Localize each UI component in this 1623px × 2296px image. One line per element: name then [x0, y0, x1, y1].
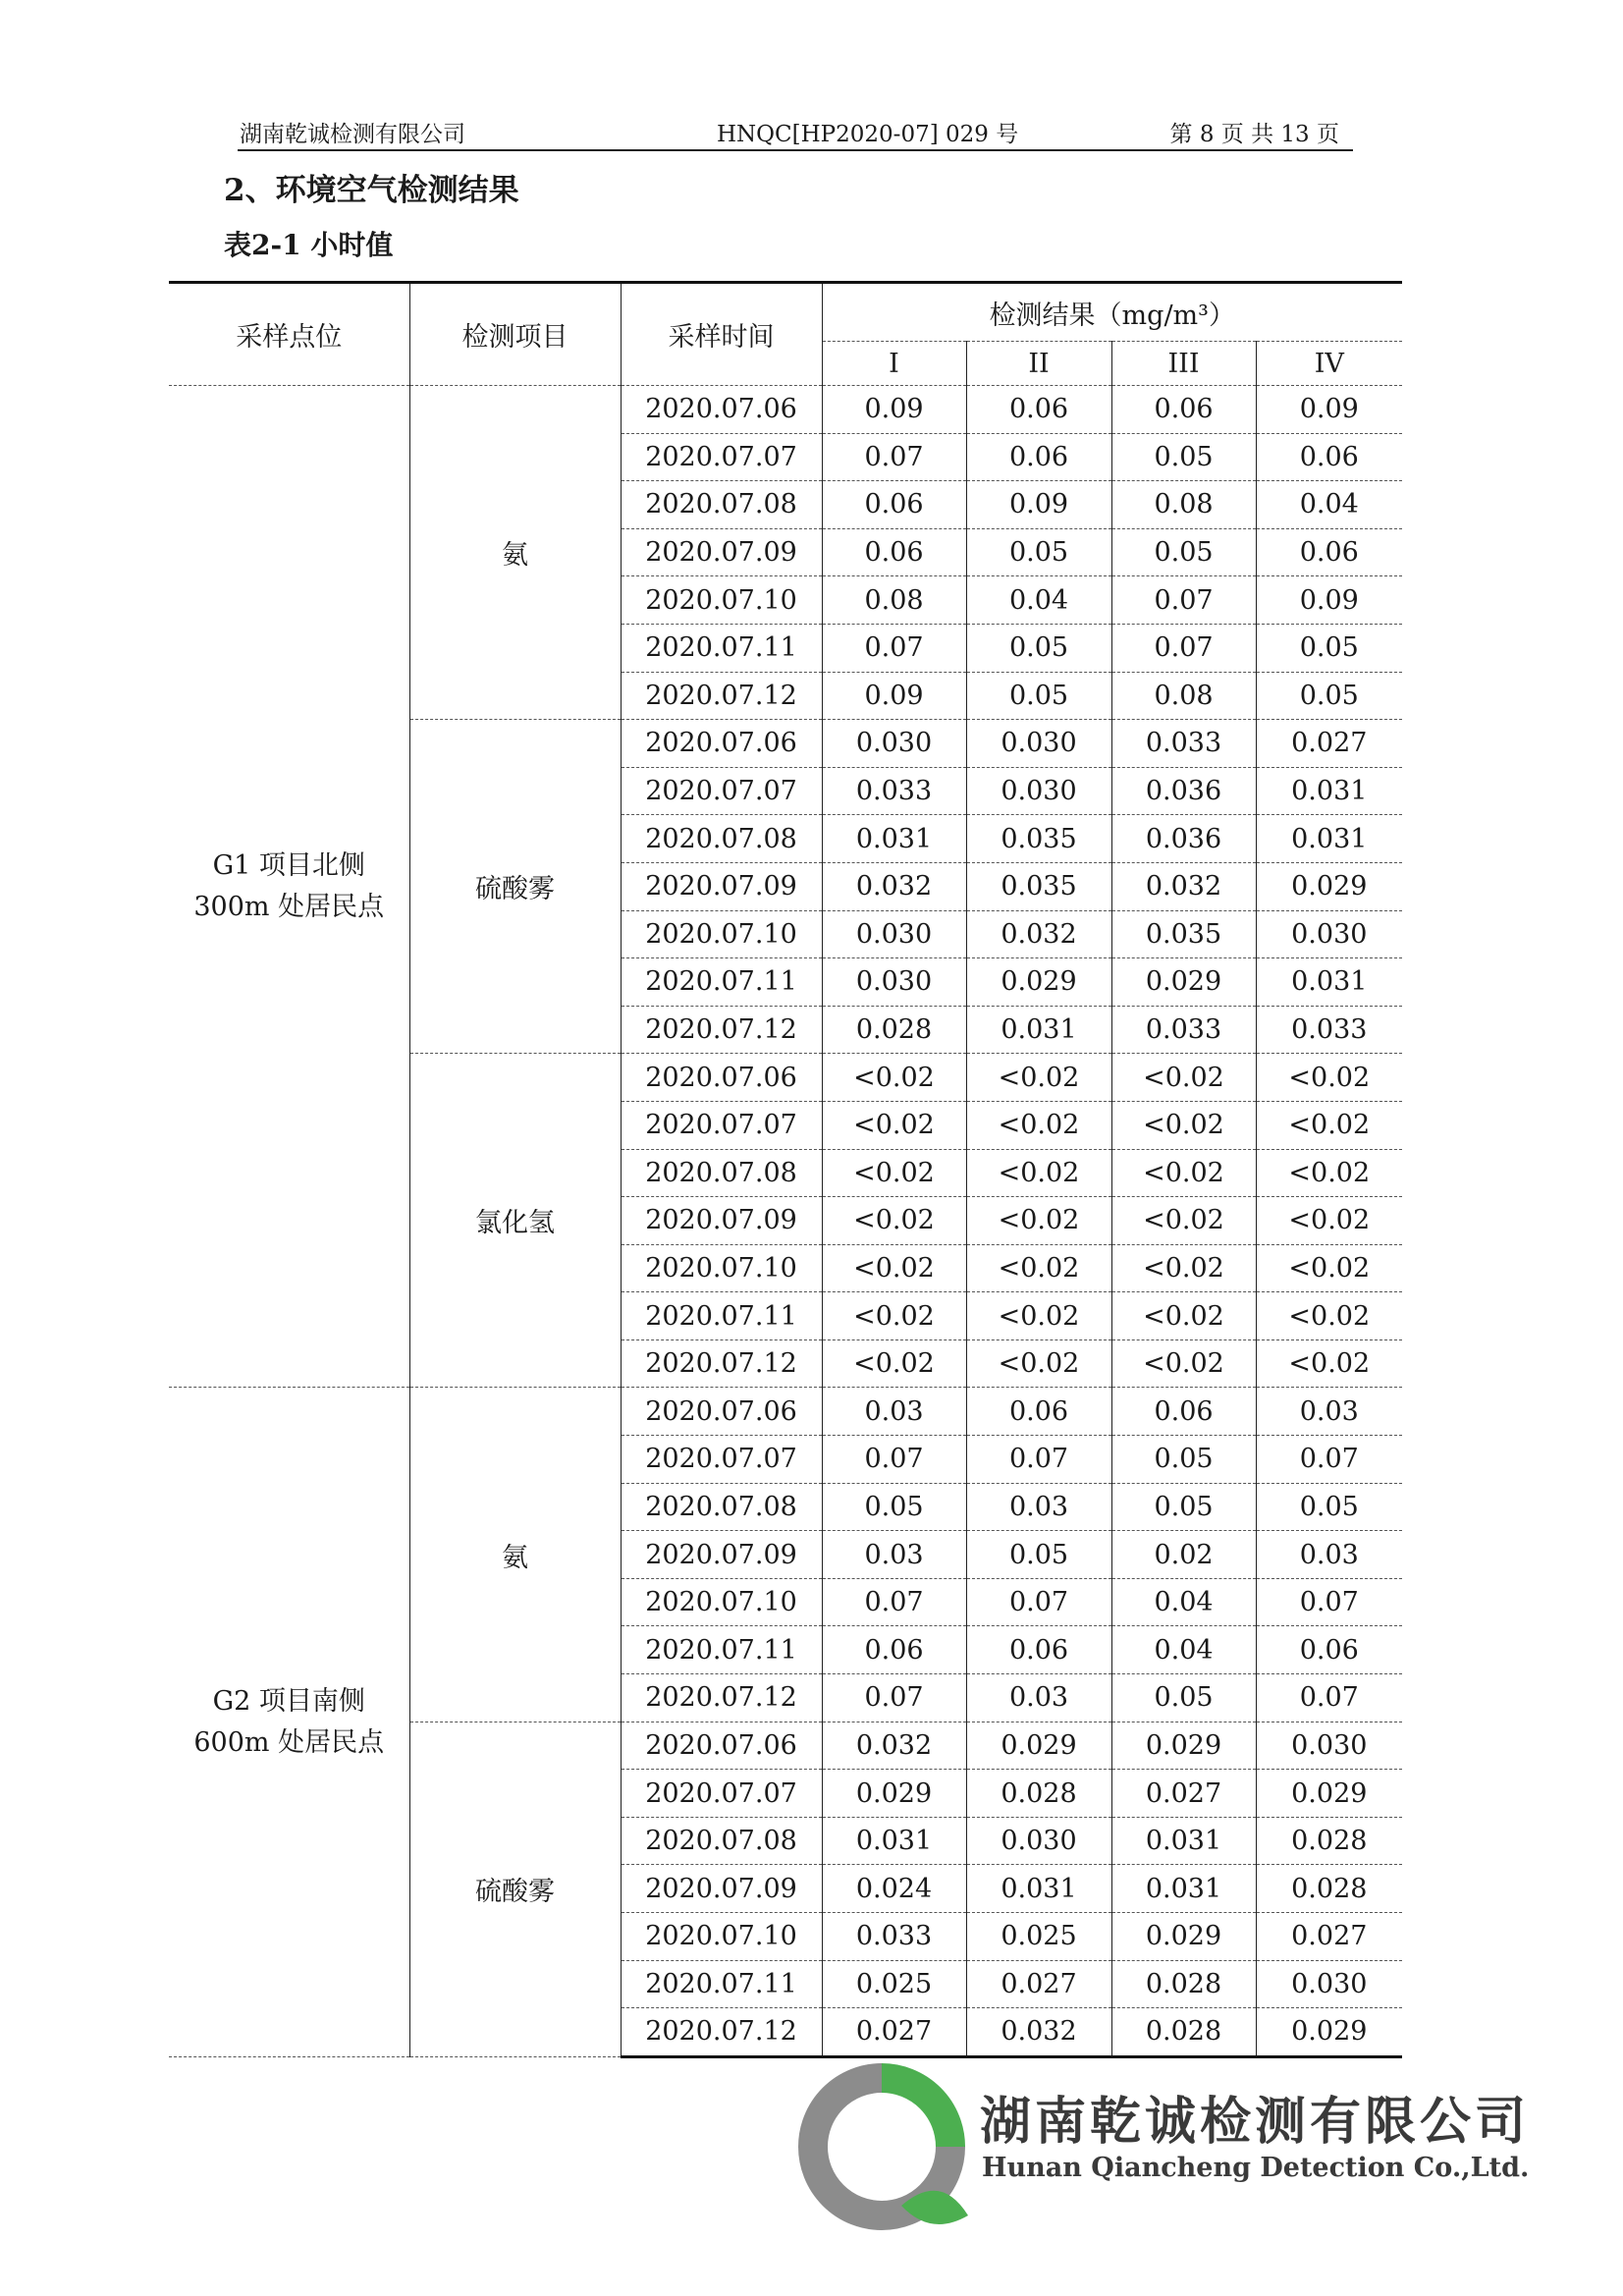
- value-cell: 0.024: [822, 1865, 966, 1913]
- value-cell: 0.05: [1256, 672, 1402, 720]
- site-cell: [169, 1388, 409, 2056]
- value-cell: <0.02: [1111, 1197, 1256, 1245]
- value-cell: <0.02: [966, 1054, 1111, 1102]
- value-cell: 0.032: [822, 1722, 966, 1770]
- value-cell: 0.032: [966, 910, 1111, 958]
- table-row: [169, 386, 1402, 434]
- date-cell: 2020.07.10: [621, 910, 822, 958]
- value-cell: <0.02: [966, 1101, 1111, 1149]
- value-cell: 0.05: [966, 528, 1111, 576]
- value-cell: 0.029: [1256, 1770, 1402, 1818]
- value-cell: 0.035: [966, 815, 1111, 863]
- date-cell: 2020.07.12: [621, 1006, 822, 1054]
- header-company: 湖南乾诚检测有限公司: [240, 122, 465, 147]
- value-cell: 0.029: [966, 958, 1111, 1007]
- value-cell: 0.09: [822, 386, 966, 434]
- table-body: [169, 386, 1402, 2057]
- value-cell: 0.031: [966, 1006, 1111, 1054]
- value-cell: 0.03: [1256, 1388, 1402, 1436]
- value-cell: <0.02: [822, 1101, 966, 1149]
- date-cell: 2020.07.12: [621, 1674, 822, 1722]
- value-cell: 0.033: [822, 1913, 966, 1961]
- value-cell: 0.033: [1111, 720, 1256, 768]
- value-cell: 0.031: [1256, 958, 1402, 1007]
- value-cell: 0.031: [1256, 815, 1402, 863]
- section-title: 2、环境空气检测结果: [224, 173, 519, 208]
- value-cell: <0.02: [822, 1197, 966, 1245]
- date-cell: 2020.07.11: [621, 1626, 822, 1674]
- value-cell: 0.06: [822, 528, 966, 576]
- value-cell: 0.05: [966, 1531, 1111, 1579]
- header-sub-col: III: [1111, 342, 1256, 386]
- date-cell: 2020.07.08: [621, 481, 822, 529]
- value-cell: 0.06: [1111, 1388, 1256, 1436]
- value-cell: 0.030: [1256, 1960, 1402, 2008]
- header-site: 采样点位: [169, 283, 409, 386]
- date-cell: 2020.07.09: [621, 1197, 822, 1245]
- value-cell: 0.03: [966, 1483, 1111, 1531]
- site-cell: [169, 386, 409, 1388]
- value-cell: 0.025: [822, 1960, 966, 2008]
- value-cell: <0.02: [966, 1244, 1111, 1292]
- header-report-number: HNQC[HP2020-07] 029 号: [717, 122, 1019, 147]
- value-cell: <0.02: [1256, 1339, 1402, 1388]
- date-cell: 2020.07.09: [621, 1531, 822, 1579]
- value-cell: 0.04: [966, 576, 1111, 625]
- date-cell: 2020.07.10: [621, 1913, 822, 1961]
- value-cell: 0.08: [822, 576, 966, 625]
- date-cell: 2020.07.11: [621, 1292, 822, 1340]
- value-cell: 0.035: [966, 862, 1111, 910]
- value-cell: 0.027: [822, 2008, 966, 2057]
- table-row: [169, 1388, 1402, 1436]
- value-cell: 0.07: [1256, 1436, 1402, 1484]
- header-page-number: 第 8 页 共 13 页: [1169, 122, 1339, 147]
- value-cell: <0.02: [822, 1054, 966, 1102]
- value-cell: 0.05: [1256, 1483, 1402, 1531]
- value-cell: <0.02: [1256, 1197, 1402, 1245]
- value-cell: 0.029: [1256, 862, 1402, 910]
- site-line2: 600m 处居民点: [193, 1726, 385, 1758]
- date-cell: 2020.07.08: [621, 1149, 822, 1197]
- date-cell: 2020.07.06: [621, 1388, 822, 1436]
- value-cell: 0.06: [1256, 1626, 1402, 1674]
- value-cell: 0.030: [1256, 1722, 1402, 1770]
- value-cell: 0.09: [1256, 576, 1402, 625]
- value-cell: 0.05: [1256, 624, 1402, 672]
- value-cell: 0.033: [1111, 1006, 1256, 1054]
- value-cell: 0.036: [1111, 815, 1256, 863]
- value-cell: 0.029: [1111, 1722, 1256, 1770]
- value-cell: 0.09: [1256, 386, 1402, 434]
- value-cell: 0.06: [1111, 386, 1256, 434]
- value-cell: 0.06: [966, 433, 1111, 481]
- value-cell: <0.02: [822, 1292, 966, 1340]
- date-cell: 2020.07.08: [621, 1817, 822, 1865]
- value-cell: 0.028: [1256, 1865, 1402, 1913]
- value-cell: 0.07: [822, 433, 966, 481]
- value-cell: <0.02: [1111, 1149, 1256, 1197]
- value-cell: 0.028: [1256, 1817, 1402, 1865]
- date-cell: 2020.07.06: [621, 386, 822, 434]
- value-cell: 0.09: [966, 481, 1111, 529]
- value-cell: 0.028: [966, 1770, 1111, 1818]
- date-cell: 2020.07.06: [621, 1722, 822, 1770]
- value-cell: 0.031: [1111, 1865, 1256, 1913]
- value-cell: 0.031: [822, 1817, 966, 1865]
- value-cell: 0.029: [1111, 1913, 1256, 1961]
- table-title: 表2-1 小时值: [224, 229, 394, 261]
- site-line1: G2 项目南侧: [212, 1685, 365, 1717]
- date-cell: 2020.07.09: [621, 1865, 822, 1913]
- date-cell: 2020.07.08: [621, 815, 822, 863]
- value-cell: 0.05: [1111, 1483, 1256, 1531]
- value-cell: 0.033: [1256, 1006, 1402, 1054]
- value-cell: 0.03: [822, 1388, 966, 1436]
- value-cell: 0.030: [966, 1817, 1111, 1865]
- date-cell: 2020.07.07: [621, 433, 822, 481]
- date-cell: 2020.07.06: [621, 1054, 822, 1102]
- value-cell: <0.02: [1256, 1292, 1402, 1340]
- value-cell: 0.08: [1111, 481, 1256, 529]
- value-cell: 0.030: [966, 767, 1111, 815]
- date-cell: 2020.07.11: [621, 1960, 822, 2008]
- value-cell: 0.028: [1111, 2008, 1256, 2057]
- value-cell: 0.07: [1111, 576, 1256, 625]
- site-line2: 300m 处居民点: [193, 891, 385, 922]
- results-table: [169, 281, 1402, 2058]
- value-cell: 0.07: [822, 1674, 966, 1722]
- value-cell: 0.07: [822, 1436, 966, 1484]
- value-cell: 0.032: [1111, 862, 1256, 910]
- value-cell: 0.07: [1256, 1674, 1402, 1722]
- value-cell: 0.030: [1256, 910, 1402, 958]
- value-cell: 0.031: [822, 815, 966, 863]
- date-cell: 2020.07.08: [621, 1483, 822, 1531]
- value-cell: 0.06: [822, 1626, 966, 1674]
- date-cell: 2020.07.09: [621, 862, 822, 910]
- value-cell: <0.02: [1111, 1101, 1256, 1149]
- date-cell: 2020.07.11: [621, 958, 822, 1007]
- value-cell: 0.03: [822, 1531, 966, 1579]
- value-cell: <0.02: [822, 1339, 966, 1388]
- value-cell: 0.04: [1111, 1626, 1256, 1674]
- date-cell: 2020.07.07: [621, 767, 822, 815]
- value-cell: 0.06: [1256, 528, 1402, 576]
- value-cell: 0.029: [1256, 2008, 1402, 2057]
- value-cell: 0.03: [1256, 1531, 1402, 1579]
- value-cell: 0.07: [822, 624, 966, 672]
- value-cell: 0.032: [966, 2008, 1111, 2057]
- logo-company-name-cn: 湖南乾诚检测有限公司: [980, 2092, 1531, 2152]
- date-cell: 2020.07.12: [621, 2008, 822, 2057]
- item-cell: 硫酸雾: [409, 1722, 621, 2056]
- value-cell: 0.029: [966, 1722, 1111, 1770]
- date-cell: 2020.07.12: [621, 1339, 822, 1388]
- value-cell: 0.027: [1111, 1770, 1256, 1818]
- value-cell: 0.04: [1256, 481, 1402, 529]
- header-sub-col: IV: [1256, 342, 1402, 386]
- date-cell: 2020.07.11: [621, 624, 822, 672]
- value-cell: 0.05: [1111, 1436, 1256, 1484]
- value-cell: 0.028: [1111, 1960, 1256, 2008]
- value-cell: <0.02: [822, 1149, 966, 1197]
- item-cell: 氨: [409, 386, 621, 720]
- value-cell: 0.027: [1256, 720, 1402, 768]
- value-cell: 0.036: [1111, 767, 1256, 815]
- value-cell: 0.027: [966, 1960, 1111, 2008]
- value-cell: 0.02: [1111, 1531, 1256, 1579]
- value-cell: 0.029: [822, 1770, 966, 1818]
- value-cell: 0.03: [966, 1674, 1111, 1722]
- date-cell: 2020.07.10: [621, 576, 822, 625]
- item-cell: 氯化氢: [409, 1054, 621, 1388]
- date-cell: 2020.07.07: [621, 1101, 822, 1149]
- value-cell: 0.031: [1111, 1817, 1256, 1865]
- date-cell: 2020.07.07: [621, 1436, 822, 1484]
- value-cell: 0.07: [1256, 1578, 1402, 1626]
- date-cell: 2020.07.12: [621, 672, 822, 720]
- value-cell: 0.07: [822, 1578, 966, 1626]
- value-cell: 0.07: [966, 1436, 1111, 1484]
- value-cell: <0.02: [1256, 1244, 1402, 1292]
- header-time: 采样时间: [621, 283, 822, 386]
- value-cell: 0.05: [1111, 433, 1256, 481]
- date-cell: 2020.07.09: [621, 528, 822, 576]
- value-cell: <0.02: [1111, 1292, 1256, 1340]
- value-cell: 0.029: [1111, 958, 1256, 1007]
- value-cell: <0.02: [966, 1149, 1111, 1197]
- value-cell: 0.035: [1111, 910, 1256, 958]
- value-cell: 0.07: [1111, 624, 1256, 672]
- value-cell: <0.02: [1111, 1339, 1256, 1388]
- value-cell: <0.02: [1256, 1054, 1402, 1102]
- header-item: 检测项目: [409, 283, 621, 386]
- value-cell: <0.02: [1111, 1244, 1256, 1292]
- value-cell: 0.030: [822, 720, 966, 768]
- value-cell: 0.030: [822, 910, 966, 958]
- value-cell: <0.02: [1256, 1149, 1402, 1197]
- value-cell: 0.025: [966, 1913, 1111, 1961]
- value-cell: 0.05: [966, 624, 1111, 672]
- value-cell: <0.02: [966, 1292, 1111, 1340]
- value-cell: 0.06: [966, 1388, 1111, 1436]
- company-logo-icon: [793, 2058, 970, 2235]
- date-cell: 2020.07.10: [621, 1244, 822, 1292]
- value-cell: <0.02: [1111, 1054, 1256, 1102]
- value-cell: 0.027: [1256, 1913, 1402, 1961]
- value-cell: 0.032: [822, 862, 966, 910]
- value-cell: 0.09: [822, 672, 966, 720]
- logo-company-name-en: Hunan Qiancheng Detection Co.,Ltd.: [982, 2153, 1530, 2183]
- date-cell: 2020.07.10: [621, 1578, 822, 1626]
- value-cell: 0.06: [966, 386, 1111, 434]
- item-cell: 氨: [409, 1388, 621, 1722]
- value-cell: 0.06: [1256, 433, 1402, 481]
- value-cell: 0.07: [966, 1578, 1111, 1626]
- date-cell: 2020.07.07: [621, 1770, 822, 1818]
- value-cell: 0.05: [822, 1483, 966, 1531]
- value-cell: 0.031: [966, 1865, 1111, 1913]
- value-cell: 0.04: [1111, 1578, 1256, 1626]
- value-cell: <0.02: [966, 1197, 1111, 1245]
- value-cell: <0.02: [966, 1339, 1111, 1388]
- item-cell: 硫酸雾: [409, 720, 621, 1054]
- site-line1: G1 项目北侧: [212, 849, 365, 881]
- value-cell: <0.02: [822, 1244, 966, 1292]
- header-result: 检测结果（mg/m³）: [822, 283, 1402, 342]
- value-cell: 0.030: [966, 720, 1111, 768]
- value-cell: 0.06: [822, 481, 966, 529]
- value-cell: 0.030: [822, 958, 966, 1007]
- value-cell: 0.028: [822, 1006, 966, 1054]
- value-cell: 0.05: [1111, 1674, 1256, 1722]
- value-cell: 0.08: [1111, 672, 1256, 720]
- value-cell: 0.05: [966, 672, 1111, 720]
- header-sub-col: II: [966, 342, 1111, 386]
- value-cell: 0.06: [966, 1626, 1111, 1674]
- header-sub-col: I: [822, 342, 966, 386]
- value-cell: 0.031: [1256, 767, 1402, 815]
- date-cell: 2020.07.06: [621, 720, 822, 768]
- value-cell: 0.033: [822, 767, 966, 815]
- value-cell: <0.02: [1256, 1101, 1402, 1149]
- page-header: [238, 110, 1353, 151]
- value-cell: 0.05: [1111, 528, 1256, 576]
